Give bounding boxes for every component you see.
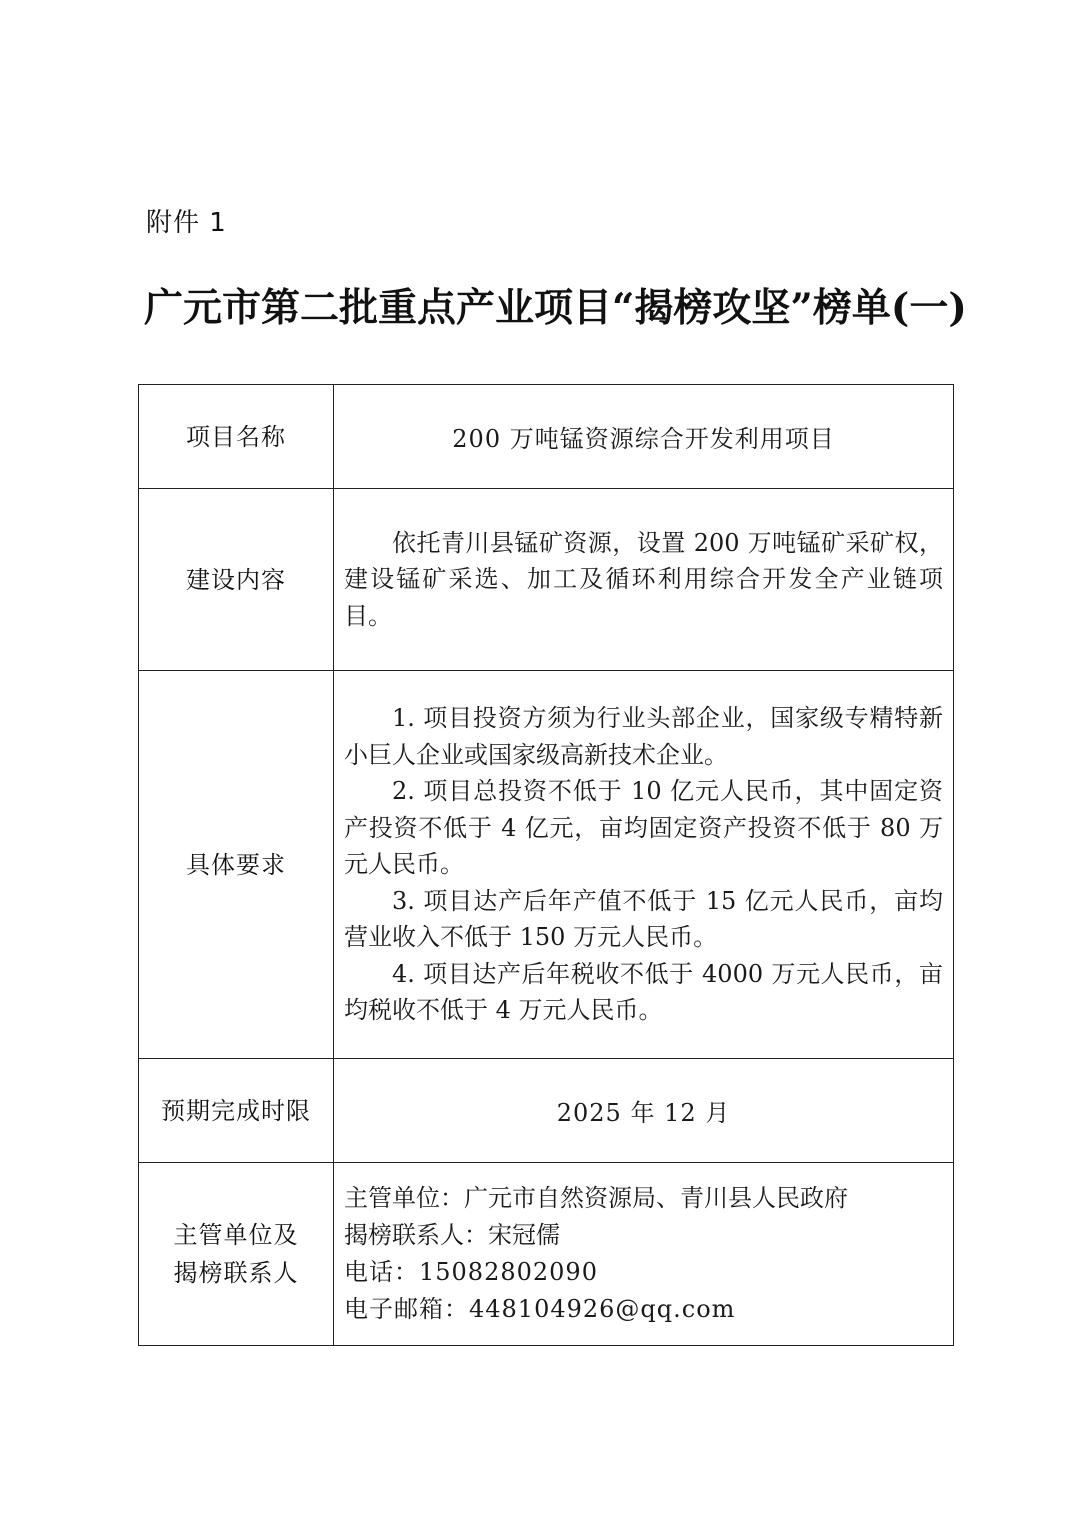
contact-label-line: 主管单位及 xyxy=(173,1221,299,1249)
requirement-item: 2. 项目总投资不低于 10 亿元人民币，其中固定资产投资不低于 4 亿元，亩均固定资产投资不低于 80 万元人民币。 xyxy=(344,777,943,879)
deadline-label: 预期完成时限 xyxy=(139,1059,334,1163)
phone-text: 电话：15082802090 xyxy=(344,1258,598,1286)
table-row-deadline xyxy=(139,1059,954,1163)
table-row-construction-content xyxy=(139,489,954,671)
project-name-value: 200 万吨锰资源综合开发利用项目 xyxy=(334,385,954,489)
contact-cell xyxy=(334,1163,954,1346)
contact-info xyxy=(334,1180,953,1328)
contact-person-text: 揭榜联系人：宋冠儒 xyxy=(344,1221,560,1249)
contact-label xyxy=(139,1163,334,1346)
deadline-value: 2025 年 12 月 xyxy=(334,1059,954,1163)
construction-content-cell xyxy=(334,489,954,671)
contact-label-line: 揭榜联系人 xyxy=(173,1259,299,1287)
table-row-project-name xyxy=(139,385,954,489)
project-name-label: 项目名称 xyxy=(139,385,334,489)
department-text: 主管单位：广元市自然资源局、青川县人民政府 xyxy=(344,1184,848,1212)
project-table xyxy=(138,384,954,1346)
email-text: 电子邮箱：448104926@qq.com xyxy=(344,1295,736,1323)
requirement-item: 3. 项目达产后年产值不低于 15 亿元人民币，亩均营业收入不低于 150 万元人民币。 xyxy=(344,886,943,952)
requirement-item: 1. 项目投资方须为行业头部企业，国家级专精特新小巨人企业或国家级高新技术企业。 xyxy=(344,704,943,769)
construction-content-label: 建设内容 xyxy=(139,489,334,671)
requirements-list xyxy=(334,700,953,1029)
table-row-requirements xyxy=(139,671,954,1059)
requirements-label: 具体要求 xyxy=(139,671,334,1059)
requirement-item: 4. 项目达产后年税收不低于 4000 万元人民币，亩均税收不低于 4 万元人民币。 xyxy=(344,959,943,1025)
page-title: 广元市第二批重点产业项目“揭榜攻坚”榜单(一) xyxy=(144,285,967,331)
construction-content-paragraph: 依托青川县锰矿资源，设置 200 万吨锰矿采矿权，建设锰矿采选、加工及循环利用综合开发全产业链项目。 xyxy=(344,528,943,630)
attachment-label: 附件 1 xyxy=(146,208,227,238)
requirements-cell xyxy=(334,671,954,1059)
construction-content-text xyxy=(334,525,953,635)
table-row-contact xyxy=(139,1163,954,1346)
